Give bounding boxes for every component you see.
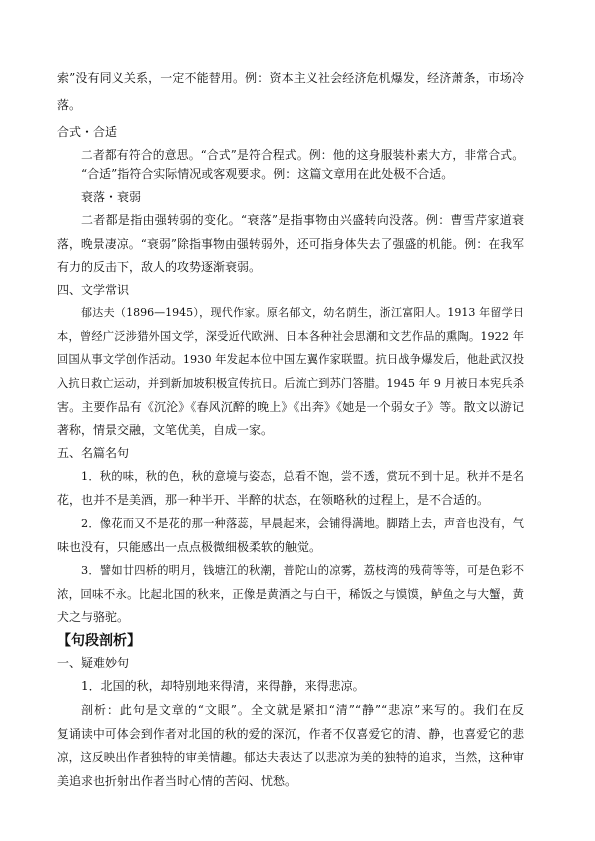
text-line: 本，曾经广泛涉猎外国文学，深受近代欧洲、日本各种社会思潮和文艺作品的熏陶。1922 年 <box>57 330 524 343</box>
text-line: “合适”指符合实际情况或客观要求。例：这篇文章用在此处极不合适。 <box>81 167 454 181</box>
text-line: 1．北国的秋，却特别地来得清，来得静，来得悲凉。 <box>81 679 365 693</box>
section-heading: 五、名篇名句 <box>57 446 130 460</box>
text-line: 落。 <box>57 98 82 112</box>
text-line: 二者都是指由强转弱的变化。“衰落”是指事物由兴盛转向没落。例：曹雪芹家道衰 <box>81 213 524 227</box>
text-line: 害。主要作品有《沉沦》《春风沉醉的晚上》《出奔》《她是一个弱女子》等。散文以游记 <box>57 400 524 414</box>
text-line: 浓，回味不永。比起北国的秋来，正像是黄酒之与白干，稀饭之与馍馍，鲈鱼之与大蟹，黄 <box>57 587 524 601</box>
text-line: 落，晚景凄凉。“衰弱”除指事物由强转弱外，还可指身体失去了强盛的机能。例：在我军 <box>57 237 524 251</box>
text-line: 凉，这反映出作者独特的审美情趣。郁达夫表达了以悲凉为美的独特的追求，当然，这种审 <box>57 750 524 764</box>
section-heading: 合式・合适 <box>57 125 118 139</box>
text-line: 索”没有同义关系，一定不能替用。例：资本主义社会经济危机爆发，经济萧条，市场冷 <box>57 71 524 85</box>
text-line: 著称，情景交融，文笔优美，自成一家。 <box>57 423 274 437</box>
text-line: 味也没有，只能感出一点点极微细极柔软的触觉。 <box>57 540 322 554</box>
text-line: 花，也并不是美酒，那一种半开、半醉的状态，在领略秋的过程上，是不合适的。 <box>57 493 490 507</box>
section-heading: 四、文学常识 <box>57 283 130 297</box>
text-line: 犬之与骆驼。 <box>57 610 130 624</box>
text-line: 1．秋的味，秋的色，秋的意境与姿态，总看不饱，尝不透，赏玩不到十足。秋并不是名 <box>81 470 524 483</box>
section-heading: 一、疑难妙句 <box>57 656 130 670</box>
section-heading: 衰落・衰弱 <box>81 190 142 204</box>
section-title: 【句段剖析】 <box>57 633 141 649</box>
text-line: 剖析：此句是文章的“文眼”。全文就是紧扣“清”“静”“悲凉”来写的。我们在反 <box>81 703 524 717</box>
text-line: 有力的反击下，敌人的攻势逐渐衰弱。 <box>57 260 262 274</box>
text-line: 二者都有符合的意思。“合式”是符合程式。例：他的这身服装朴素大方，非常合式。 <box>81 148 524 162</box>
text-line: 回国从事文学创作活动。1930 年发起本位中国左翼作家联盟。抗日战争爆发后，他赴武汉投 <box>57 353 524 366</box>
text-line: 复诵读中可体会到作者对北国的秋的爱的深沉，作者不仅喜爱它的清、静，也喜爱它的悲 <box>57 727 524 741</box>
text-line: 2．像花而又不是花的那一种落蕊，早晨起来，会铺得满地。脚踏上去，声音也没有，气 <box>81 517 524 530</box>
text-line: 郁达夫（1896—1945），现代作家。原名郁文，幼名荫生，浙江富阳人。1913 年留学日 <box>81 306 524 319</box>
text-line: 美追求也折射出作者当时心情的苦闷、忧愁。 <box>57 774 298 788</box>
text-line: 入抗日救亡运动，并到新加坡积极宣传抗日。后流亡到苏门答腊。1945 年 9 月被日本宪兵杀 <box>57 377 524 390</box>
text-line: 3．譬如廿四桥的明月，钱塘江的秋潮，普陀山的凉雾，荔枝湾的残荷等等，可是色彩不 <box>81 564 524 577</box>
